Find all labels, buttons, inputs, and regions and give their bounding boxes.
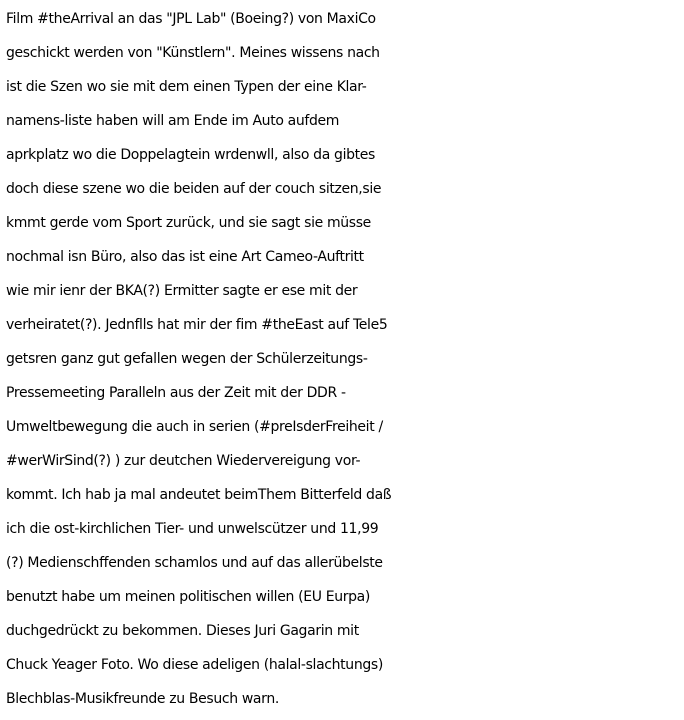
text-line: duchgedrückt zu bekommen. Dieses Juri Gagarin mit xyxy=(6,623,359,639)
text-line: aprkplatz wo die Doppelagtein wrdenwll, also da gibtes xyxy=(6,147,375,163)
text-line: doch diese szene wo die beiden auf der couch sitzen,sie xyxy=(6,181,382,197)
text-line: getsren ganz gut gefallen wegen der Schülerzeitungs- xyxy=(6,351,368,367)
text-line: wie mir ienr der BKA(?) Ermitter sagte er ese mit der xyxy=(6,283,358,299)
text-line: namens-liste haben will am Ende im Auto aufdem xyxy=(6,113,340,129)
text-line: nochmal isn Büro, also das ist eine Art Cameo-Auftritt xyxy=(6,249,364,265)
text-line: Blechblas-Musikfreunde zu Besuch warn. xyxy=(6,691,279,707)
text-line: geschickt werden von "Künstlern". Meines wissens nach xyxy=(6,45,380,61)
text-line: kommt. Ich hab ja mal andeutet beimThem Bitterfeld daß xyxy=(6,487,392,503)
text-line: Pressemeeting Paralleln aus der Zeit mit der DDR - xyxy=(6,385,346,401)
text-line: kmmt gerde vom Sport zurück, und sie sagt sie müsse xyxy=(6,215,371,231)
text-line: verheiratet(?). Jednflls hat mir der fim #theEast auf Tele5 xyxy=(6,317,388,333)
text-line: Film #theArrival an das "JPL Lab" (Boeing?) von MaxiCo xyxy=(6,11,376,27)
text-line: Chuck Yeager Foto. Wo diese adeligen (halal-slachtungs) xyxy=(6,657,383,673)
text-line: (?) Medienschffenden schamlos und auf das allerübelste xyxy=(6,555,383,571)
text-line: ist die Szen wo sie mit dem einen Typen der eine Klar- xyxy=(6,79,367,95)
text-block xyxy=(6,2,684,716)
text-line: ich die ost-kirchlichen Tier- und unwelscützer und 11,99 xyxy=(6,521,379,537)
text-line: #werWirSind(?) ) zur deutchen Wiedervereigung vor- xyxy=(6,453,361,469)
text-line: benutzt habe um meinen politischen willen (EU Eurpa) xyxy=(6,589,371,605)
text-line: Umweltbewegung die auch in serien (#preIsderFreiheit / xyxy=(6,419,383,435)
